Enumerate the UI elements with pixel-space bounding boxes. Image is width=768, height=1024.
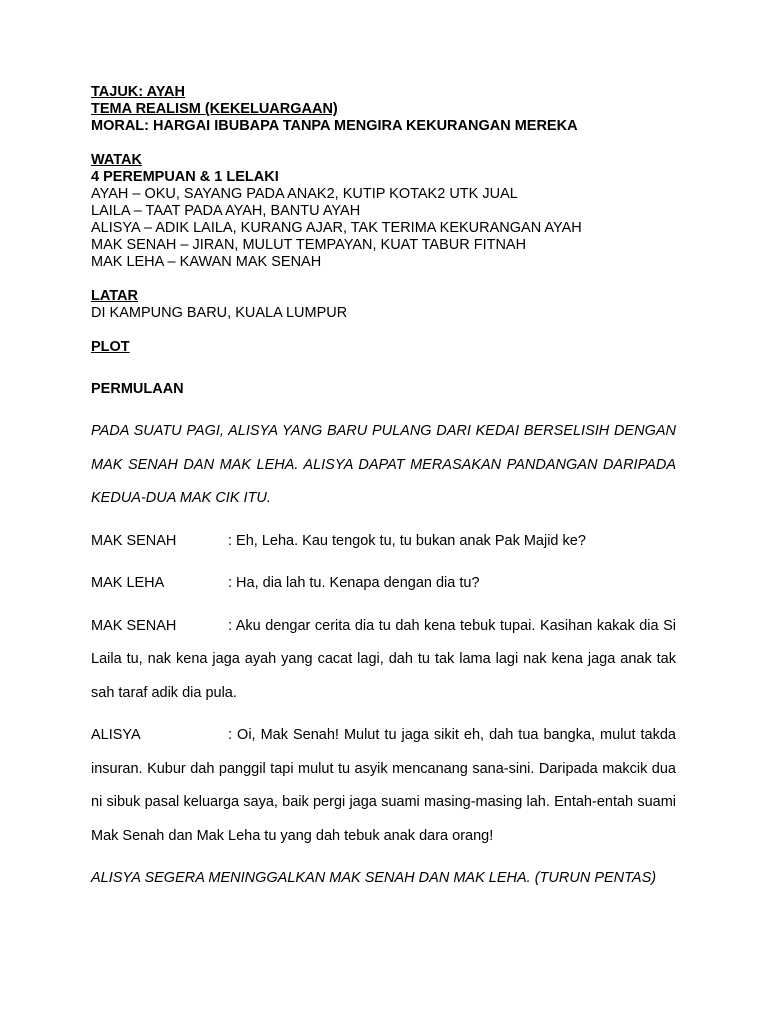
plot-subheading: PERMULAAN — [91, 381, 184, 397]
dialogue-line — [91, 525, 676, 559]
dialogue-text: : Aku dengar cerita dia tu dah kena tebuk tupai. Kasihan kakak dia Si Laila tu, nak kena jaga ayah yang cacat lagi, dah tu tak lama lagi nak kena jaga anak tak sah taraf adik dia pula. — [91, 617, 676, 701]
document-header — [91, 84, 676, 135]
latar-heading: LATAR — [91, 288, 138, 304]
document-page — [91, 84, 676, 896]
dialogue-text: : Eh, Leha. Kau tengok tu, tu bukan anak Pak Majid ke? — [228, 532, 586, 549]
speaker-name: MAK LEHA — [91, 575, 165, 591]
plot-section — [91, 339, 676, 896]
watak-summary: 4 PEREMPUAN & 1 LELAKI — [91, 169, 279, 185]
latar-section — [91, 288, 676, 322]
theme-line: TEMA REALISM (KEKELUARGAAN) — [91, 101, 338, 117]
character-item: LAILA – TAAT PADA AYAH, BANTU AYAH — [91, 203, 361, 219]
title-line: TAJUK: AYAH — [91, 84, 186, 100]
speaker-name: ALISYA — [91, 727, 141, 743]
watak-heading: WATAK — [91, 152, 143, 168]
dialogue-line — [91, 610, 676, 711]
character-item: MAK SENAH – JIRAN, MULUT TEMPAYAN, KUAT TABUR FITNAH — [91, 237, 527, 253]
narration-paragraph: PADA SUATU PAGI, ALISYA YANG BARU PULANG DARI KEDAI BERSELISIH DENGAN MAK SENAH DAN MAK LEHA. ALISYA DAPAT MERASAKAN PANDANGAN DARIPADA KEDUA-DUA MAK CIK ITU. — [91, 423, 676, 506]
dialogue-text: : Oi, Mak Senah! Mulut tu jaga sikit eh, dah tua bangka, mulut takda insuran. Kubur dah panggil tapi mulut tu asyik mencanang sana-sini. Daripada makcik dua ni sibuk pasal keluarga saya, baik pergi jaga suami masing-masing lah. Entah-entah suami Mak Senah dan Mak Leha tu yang dah tebuk anak dara orang! — [91, 727, 676, 844]
speaker-name: MAK SENAH — [91, 532, 177, 549]
dialogue-line — [91, 567, 676, 601]
plot-heading: PLOT — [91, 339, 130, 355]
watak-section — [91, 152, 676, 271]
speaker-name: MAK SENAH — [91, 617, 177, 634]
narration-paragraph: ALISYA SEGERA MENINGGALKAN MAK SENAH DAN MAK LEHA. (TURUN PENTAS) — [91, 870, 657, 886]
character-item: MAK LEHA – KAWAN MAK SENAH — [91, 254, 322, 270]
dialogue-text: : Ha, dia lah tu. Kenapa dengan dia tu? — [228, 575, 480, 591]
latar-text: DI KAMPUNG BARU, KUALA LUMPUR — [91, 305, 348, 321]
character-item: AYAH – OKU, SAYANG PADA ANAK2, KUTIP KOTAK2 UTK JUAL — [91, 186, 518, 202]
character-item: ALISYA – ADIK LAILA, KURANG AJAR, TAK TERIMA KEKURANGAN AYAH — [91, 220, 582, 236]
dialogue-line — [91, 719, 676, 853]
moral-line: MORAL: HARGAI IBUBAPA TANPA MENGIRA KEKURANGAN MEREKA — [91, 118, 578, 134]
